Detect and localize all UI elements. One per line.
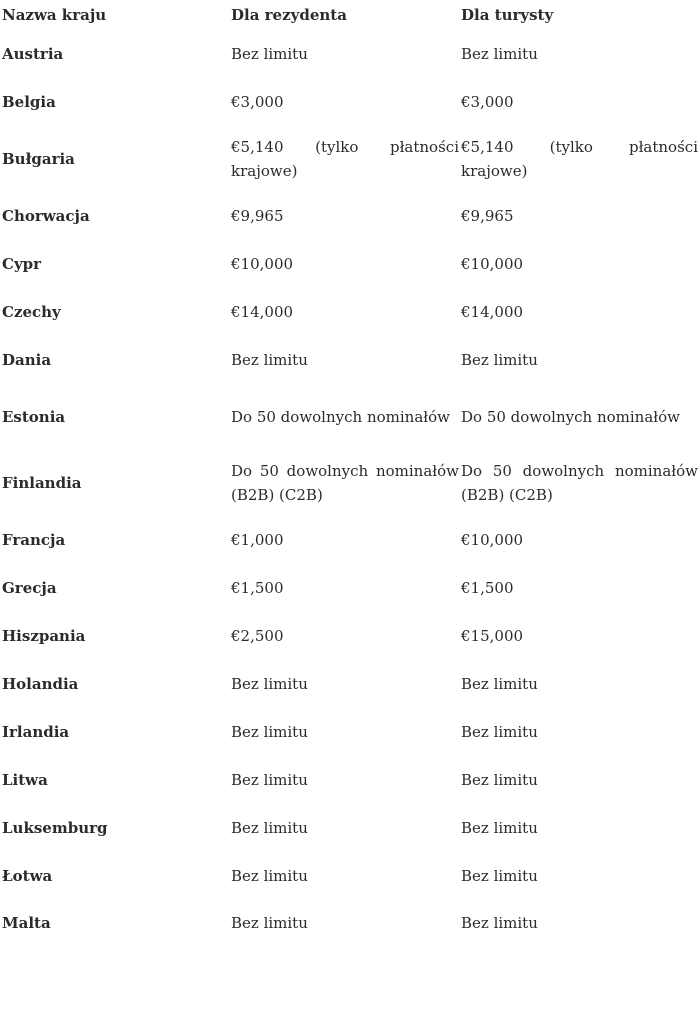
- table-row: [0, 612, 700, 660]
- resident-limit: Do 50 dowolnych nominałów (B2B) (C2B): [231, 462, 459, 504]
- resident-limit: €3,000: [231, 93, 284, 111]
- tourist-limit: €10,000: [461, 255, 524, 273]
- country-name: Chorwacja: [2, 207, 90, 225]
- tourist-limit: Bez limitu: [461, 771, 538, 789]
- resident-limit: Do 50 dowolnych nominałów: [231, 408, 450, 426]
- tourist-limit: Bez limitu: [461, 675, 538, 693]
- resident-limit: €1,000: [231, 531, 284, 549]
- table-row: [0, 900, 700, 946]
- country-name: Holandia: [2, 675, 79, 693]
- resident-limit: €9,965: [231, 207, 284, 225]
- resident-limit: €5,140 (tylko płatności krajowe): [231, 138, 459, 180]
- table-row: [0, 804, 700, 852]
- country-name: Austria: [2, 45, 64, 63]
- table-row: [0, 336, 700, 384]
- country-name: Malta: [2, 914, 51, 932]
- resident-limit: Bez limitu: [231, 351, 308, 369]
- resident-limit: Bez limitu: [231, 723, 308, 741]
- country-name: Łotwa: [2, 867, 53, 885]
- tourist-limit: €9,965: [461, 207, 514, 225]
- header-country: Nazwa kraju: [2, 6, 107, 24]
- tourist-limit: €3,000: [461, 93, 514, 111]
- table-row: [0, 384, 700, 450]
- country-name: Dania: [2, 351, 52, 369]
- tourist-limit: Bez limitu: [461, 351, 538, 369]
- resident-limit: Bez limitu: [231, 867, 308, 885]
- table-row: [0, 192, 700, 240]
- country-name: Finlandia: [2, 474, 82, 492]
- header-resident: Dla rezydenta: [231, 6, 347, 24]
- table-row: [0, 78, 700, 126]
- resident-limit: €1,500: [231, 579, 284, 597]
- country-name: Bułgaria: [2, 150, 75, 168]
- resident-limit: €10,000: [231, 255, 294, 273]
- tourist-limit: €14,000: [461, 303, 524, 321]
- country-name: Estonia: [2, 408, 66, 426]
- tourist-limit: €1,500: [461, 579, 514, 597]
- country-name: Belgia: [2, 93, 56, 111]
- tourist-limit: Do 50 dowolnych nominałów: [461, 408, 680, 426]
- country-name: Irlandia: [2, 723, 70, 741]
- table-row: [0, 660, 700, 708]
- country-name: Czechy: [2, 303, 61, 321]
- table-row: [0, 450, 700, 516]
- table-header-row: [0, 0, 700, 30]
- table-row: [0, 126, 700, 192]
- tourist-limit: Bez limitu: [461, 819, 538, 837]
- resident-limit: Bez limitu: [231, 45, 308, 63]
- resident-limit: Bez limitu: [231, 819, 308, 837]
- resident-limit: Bez limitu: [231, 914, 308, 932]
- tourist-limit: €15,000: [461, 627, 524, 645]
- resident-limit: €2,500: [231, 627, 284, 645]
- country-name: Hiszpania: [2, 627, 86, 645]
- table-row: [0, 708, 700, 756]
- table-row: [0, 240, 700, 288]
- tourist-limit: Bez limitu: [461, 723, 538, 741]
- resident-limit: Bez limitu: [231, 675, 308, 693]
- country-name: Grecja: [2, 579, 57, 597]
- resident-limit: Bez limitu: [231, 771, 308, 789]
- tourist-limit: Bez limitu: [461, 867, 538, 885]
- tourist-limit: Do 50 dowolnych nominałów (B2B) (C2B): [461, 462, 698, 504]
- table-row: [0, 852, 700, 900]
- country-name: Luksemburg: [2, 819, 108, 837]
- tourist-limit: €10,000: [461, 531, 524, 549]
- table-row: [0, 288, 700, 336]
- tourist-limit: Bez limitu: [461, 914, 538, 932]
- country-name: Cypr: [2, 255, 42, 273]
- table-row: [0, 516, 700, 564]
- resident-limit: €14,000: [231, 303, 294, 321]
- table-row: [0, 564, 700, 612]
- table-row: [0, 756, 700, 804]
- country-name: Litwa: [2, 771, 48, 789]
- table-row: [0, 30, 700, 78]
- tourist-limit: €5,140 (tylko płatności krajowe): [461, 138, 698, 180]
- header-tourist: Dla turysty: [461, 6, 554, 24]
- tourist-limit: Bez limitu: [461, 45, 538, 63]
- country-name: Francja: [2, 531, 66, 549]
